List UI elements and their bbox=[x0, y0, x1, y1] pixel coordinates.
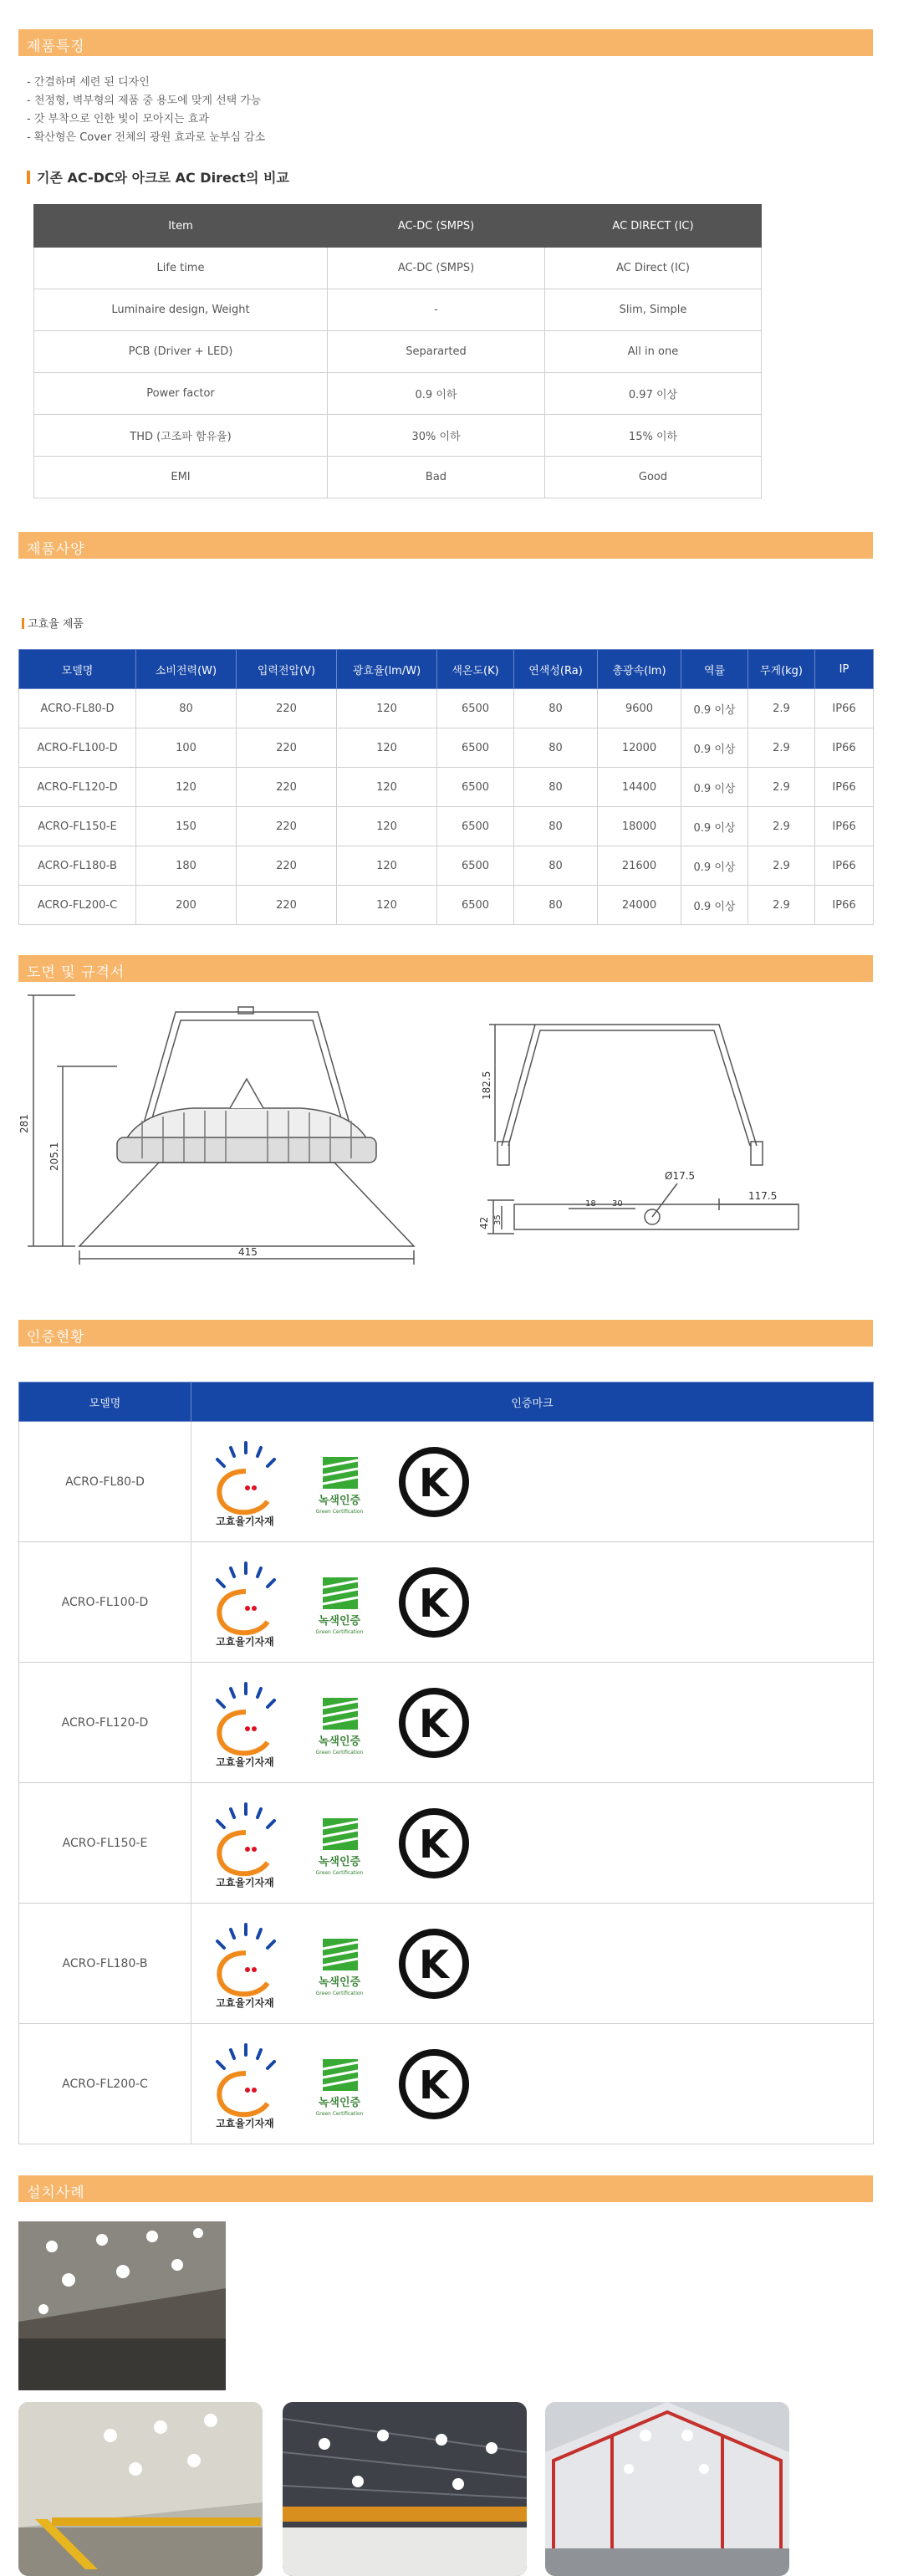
green-cert-mark bbox=[306, 1930, 373, 1997]
svg-text:고효율기자재: 고효율기자재 bbox=[216, 1876, 274, 1889]
dim-body-height: 205.1 bbox=[48, 1142, 60, 1171]
table-row: Power factor 0.9 이하 0.97 이상 bbox=[34, 373, 762, 415]
svg-text:K: K bbox=[419, 1459, 449, 1505]
dim-slot: 30 bbox=[612, 1199, 623, 1209]
svg-text:K: K bbox=[419, 1580, 449, 1626]
table-cell: 14400 bbox=[598, 768, 681, 807]
cert-model-name: ACRO-FL100-D bbox=[19, 1542, 191, 1663]
feature-item: - 확산형은 Cover 전체의 광원 효과로 눈부심 감소 bbox=[27, 131, 266, 144]
table-cell: 120 bbox=[337, 728, 437, 768]
feature-item: - 간결하며 세련 된 디자인 bbox=[27, 76, 150, 89]
table-cell: 2.9 bbox=[748, 807, 815, 846]
table-cell: 120 bbox=[337, 846, 437, 886]
cert-marks bbox=[192, 1797, 872, 1889]
cert-marks bbox=[192, 1918, 872, 2010]
compare-table bbox=[33, 204, 762, 498]
table-cell: 120 bbox=[337, 886, 437, 925]
technical-drawing bbox=[0, 987, 898, 1271]
table-cell: 12000 bbox=[598, 728, 681, 768]
high-efficiency-mark bbox=[207, 1677, 283, 1769]
table-cell: 0.9 이상 bbox=[681, 846, 748, 886]
table-cell: 80 bbox=[514, 846, 598, 886]
table-cell: 18000 bbox=[598, 807, 681, 846]
table-row bbox=[19, 689, 874, 728]
install-photo-1 bbox=[18, 2221, 226, 2390]
table-cell: 150 bbox=[136, 807, 237, 846]
svg-text:고효율기자재: 고효율기자재 bbox=[216, 1515, 274, 1527]
section-header-install: 설치사례 bbox=[18, 2175, 873, 2202]
table-cell: 0.9 이상 bbox=[681, 689, 748, 728]
high-efficiency-mark bbox=[207, 1436, 283, 1528]
svg-text:Green Certification: Green Certification bbox=[315, 1869, 364, 1876]
table-cell: 120 bbox=[337, 807, 437, 846]
svg-text:K: K bbox=[419, 1821, 449, 1867]
svg-text:녹색인증: 녹색인증 bbox=[318, 2096, 361, 2109]
svg-text:고효율기자재: 고효율기자재 bbox=[216, 1996, 274, 2009]
cert-marks bbox=[192, 1556, 872, 1648]
cert-marks-cell bbox=[191, 1542, 874, 1663]
table-cell: ACRO-FL100-D bbox=[19, 728, 136, 768]
cert-model-name: ACRO-FL80-D bbox=[19, 1422, 191, 1542]
table-row bbox=[19, 886, 874, 925]
table-cell: 80 bbox=[514, 886, 598, 925]
table-cell: 2.9 bbox=[748, 886, 815, 925]
table-cell: IP66 bbox=[815, 886, 874, 925]
kc-mark bbox=[396, 1444, 472, 1520]
green-cert-mark bbox=[306, 1689, 373, 1756]
cert-marks-cell bbox=[191, 1422, 874, 1542]
dim-inner: 35 bbox=[493, 1214, 503, 1225]
table-cell: ACRO-FL200-C bbox=[19, 886, 136, 925]
table-cell: ACRO-FL120-D bbox=[19, 768, 136, 807]
table-cell: 6500 bbox=[437, 886, 514, 925]
install-photo-4 bbox=[545, 2402, 789, 2576]
table-row bbox=[19, 2024, 874, 2144]
svg-text:녹색인증: 녹색인증 bbox=[318, 1975, 361, 1989]
high-efficiency-mark bbox=[207, 2038, 283, 2130]
table-cell: 80 bbox=[136, 689, 237, 728]
kc-mark bbox=[396, 1806, 472, 1881]
table-cell: 220 bbox=[237, 846, 337, 886]
mount-plate bbox=[514, 1204, 799, 1229]
table-row bbox=[19, 1422, 874, 1542]
table-cell: ACRO-FL80-D bbox=[19, 689, 136, 728]
svg-text:Green Certification: Green Certification bbox=[315, 1628, 364, 1635]
cert-model-name: ACRO-FL180-B bbox=[19, 1904, 191, 2024]
table-cell: 2.9 bbox=[748, 689, 815, 728]
high-efficiency-mark bbox=[207, 1918, 283, 2010]
feature-item: - 갓 부착으로 인한 빛이 모아지는 효과 bbox=[27, 113, 209, 125]
table-cell: 220 bbox=[237, 689, 337, 728]
svg-text:녹색인증: 녹색인증 bbox=[318, 1855, 361, 1868]
table-cell: 220 bbox=[237, 807, 337, 846]
green-cert-mark bbox=[306, 1810, 373, 1877]
table-cell: 80 bbox=[514, 689, 598, 728]
table-row: Luminaire design, Weight - Slim, Simple bbox=[34, 289, 762, 331]
green-cert-mark bbox=[306, 1569, 373, 1636]
table-cell: 2.9 bbox=[748, 846, 815, 886]
svg-text:녹색인증: 녹색인증 bbox=[318, 1614, 361, 1628]
dim-plate-height: 42 bbox=[478, 1216, 490, 1229]
dim-plate-length: 117.5 bbox=[748, 1190, 778, 1202]
table-cell: 120 bbox=[337, 768, 437, 807]
table-cell: IP66 bbox=[815, 768, 874, 807]
svg-text:K: K bbox=[419, 2062, 449, 2108]
dim-bracket-height: 182.5 bbox=[481, 1071, 492, 1100]
table-cell: 6500 bbox=[437, 807, 514, 846]
section-header-drawing: 도면 및 규격서 bbox=[18, 955, 873, 982]
table-cell: 6500 bbox=[437, 768, 514, 807]
table-row bbox=[19, 1663, 874, 1783]
cert-marks-cell bbox=[191, 1663, 874, 1783]
table-cell: 220 bbox=[237, 728, 337, 768]
table-cell: IP66 bbox=[815, 728, 874, 768]
table-row bbox=[19, 1904, 874, 2024]
table-cell: 0.9 이상 bbox=[681, 886, 748, 925]
table-row: Life time AC-DC (SMPS) AC Direct (IC) bbox=[34, 248, 762, 289]
table-row: PCB (Driver + LED) Separarted All in one bbox=[34, 331, 762, 373]
table-cell: 0.9 이상 bbox=[681, 768, 748, 807]
svg-text:Green Certification: Green Certification bbox=[315, 2110, 364, 2117]
table-cell: 80 bbox=[514, 768, 598, 807]
cert-marks bbox=[192, 1677, 872, 1769]
table-cell: 2.9 bbox=[748, 768, 815, 807]
table-cell: 9600 bbox=[598, 689, 681, 728]
cert-marks-cell bbox=[191, 1783, 874, 1904]
svg-text:K: K bbox=[419, 1700, 449, 1746]
table-cell: 6500 bbox=[437, 689, 514, 728]
dim-height: 281 bbox=[18, 1114, 30, 1133]
table-cell: IP66 bbox=[815, 807, 874, 846]
svg-text:Green Certification: Green Certification bbox=[315, 1749, 364, 1756]
table-cell: 120 bbox=[337, 689, 437, 728]
cert-model-name: ACRO-FL120-D bbox=[19, 1663, 191, 1783]
table-header-row: Item AC-DC (SMPS) AC DIRECT (IC) bbox=[34, 205, 762, 248]
table-cell: ACRO-FL150-E bbox=[19, 807, 136, 846]
install-photo-2 bbox=[18, 2402, 263, 2576]
table-cell: IP66 bbox=[815, 846, 874, 886]
cert-model-name: ACRO-FL150-E bbox=[19, 1783, 191, 1904]
section-header-spec: 제품사양 bbox=[18, 532, 873, 559]
table-cell: 120 bbox=[136, 768, 237, 807]
table-cell: 220 bbox=[237, 886, 337, 925]
cert-marks bbox=[192, 1436, 872, 1528]
svg-text:녹색인증: 녹색인증 bbox=[318, 1735, 361, 1748]
table-cell: 100 bbox=[136, 728, 237, 768]
feature-list bbox=[27, 74, 265, 147]
svg-text:K: K bbox=[419, 1941, 449, 1987]
table-cell: 80 bbox=[514, 807, 598, 846]
table-cell: 6500 bbox=[437, 846, 514, 886]
svg-text:Green Certification: Green Certification bbox=[315, 1990, 364, 1996]
svg-text:Green Certification: Green Certification bbox=[315, 1508, 364, 1515]
table-cell: 220 bbox=[237, 768, 337, 807]
high-efficiency-mark bbox=[207, 1797, 283, 1889]
reflector bbox=[79, 1163, 414, 1246]
table-cell: 180 bbox=[136, 846, 237, 886]
table-cell: 24000 bbox=[598, 886, 681, 925]
spec-table bbox=[18, 649, 874, 925]
dim-width: 415 bbox=[238, 1246, 258, 1258]
cert-model-name: ACRO-FL200-C bbox=[19, 2024, 191, 2144]
svg-text:고효율기자재: 고효율기자재 bbox=[216, 1756, 274, 1768]
svg-text:녹색인증: 녹색인증 bbox=[318, 1494, 361, 1507]
kc-mark bbox=[396, 1926, 472, 2001]
green-cert-mark bbox=[306, 2051, 373, 2118]
table-cell: 80 bbox=[514, 728, 598, 768]
high-efficiency-mark bbox=[207, 1556, 283, 1648]
svg-text:고효율기자재: 고효율기자재 bbox=[216, 1635, 274, 1648]
table-row bbox=[19, 846, 874, 886]
install-photo-3 bbox=[283, 2402, 527, 2576]
table-row bbox=[19, 1783, 874, 1904]
table-cell: ACRO-FL180-B bbox=[19, 846, 136, 886]
cert-marks bbox=[192, 2038, 872, 2130]
table-cell: 0.9 이상 bbox=[681, 807, 748, 846]
table-cell: 21600 bbox=[598, 846, 681, 886]
spec-label: 고효율 제품 bbox=[22, 615, 84, 631]
kc-mark bbox=[396, 2047, 472, 2122]
cert-table bbox=[18, 1382, 874, 2144]
section-header-cert: 인증현황 bbox=[18, 1320, 873, 1347]
svg-text:고효율기자재: 고효율기자재 bbox=[216, 2117, 274, 2129]
feature-item: - 천정형, 벽부형의 제품 중 용도에 맞게 선택 가능 bbox=[27, 95, 262, 107]
table-cell: 200 bbox=[136, 886, 237, 925]
dim-hole: Ø17.5 bbox=[665, 1170, 696, 1182]
table-row: THD (고조파 함유율) 30% 이하 15% 이하 bbox=[34, 415, 762, 457]
table-cell: 6500 bbox=[437, 728, 514, 768]
compare-title: 기존 AC-DC와 아크로 AC Direct의 비교 bbox=[27, 167, 289, 187]
kc-mark bbox=[396, 1565, 472, 1640]
table-row bbox=[19, 728, 874, 768]
cert-marks-cell bbox=[191, 2024, 874, 2144]
green-cert-mark bbox=[306, 1449, 373, 1515]
table-header-row: 모델명 소비전력(W) 입력전압(V) 광효율(lm/W) 색온도(K) 연색성(Ra) 총광속(lm) 역률 무게(kg) IP bbox=[19, 650, 874, 689]
table-header-row: 모델명 인증마크 bbox=[19, 1383, 874, 1422]
table-row bbox=[19, 768, 874, 807]
table-row: EMI Bad Good bbox=[34, 457, 762, 498]
kc-mark bbox=[396, 1685, 472, 1761]
table-cell: 0.9 이상 bbox=[681, 728, 748, 768]
table-row bbox=[19, 807, 874, 846]
table-cell: IP66 bbox=[815, 689, 874, 728]
section-header-features: 제품특징 bbox=[18, 29, 873, 56]
table-cell: 2.9 bbox=[748, 728, 815, 768]
cert-marks-cell bbox=[191, 1904, 874, 2024]
dim-offset: 18 bbox=[585, 1199, 596, 1209]
table-row bbox=[19, 1542, 874, 1663]
